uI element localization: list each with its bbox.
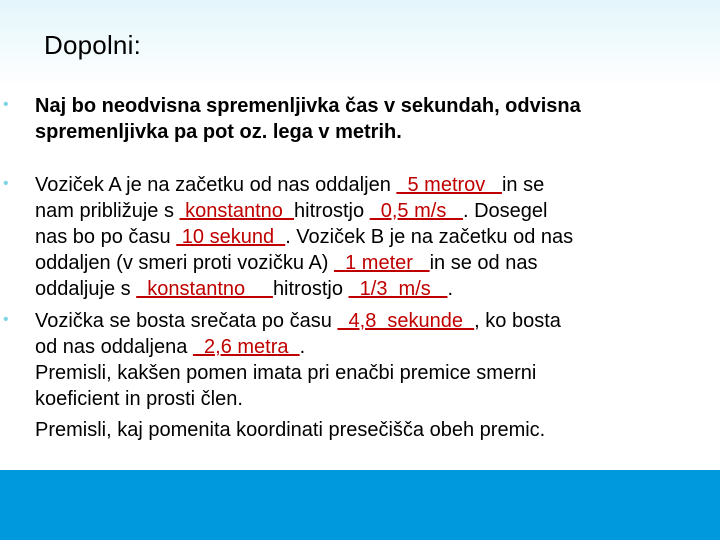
paragraph-vehicles	[0, 172, 700, 302]
text-segment: Voziček A je na začetku od nas oddaljen	[35, 174, 397, 196]
text-segment: oddaljen (v smeri proti vozičku A)	[35, 252, 335, 274]
fill-answer: 5 metrov	[396, 174, 502, 196]
footer-bar	[0, 470, 720, 540]
text-segment: nas bo po času	[35, 226, 177, 248]
fill-answer: 1/3 m/s	[348, 278, 448, 300]
paragraph-text	[35, 308, 700, 443]
fill-answer: 10 sekund	[176, 226, 286, 248]
bullet-icon: •	[3, 311, 9, 328]
text-segment: Vozička se bosta srečata po času	[35, 310, 338, 332]
text-segment: . Voziček B je na začetku od nas	[285, 226, 574, 248]
text-segment: nam približuje s	[35, 200, 180, 222]
text-line	[35, 308, 700, 334]
fill-answer: 0,5 m/s	[369, 200, 463, 222]
fill-answer: 2,6 metra	[192, 336, 300, 358]
text-line: Premisli, kakšen pomen imata pri enačbi premice smerni	[35, 362, 537, 384]
text-segment: .	[447, 278, 454, 300]
fill-answer: konstantno	[179, 200, 295, 222]
fill-answer: 1 meter	[334, 252, 430, 274]
fill-answer: konstantno	[136, 278, 273, 300]
text-segment: hitrostjo	[272, 278, 349, 300]
text-segment: in se od nas	[429, 252, 538, 274]
paragraph-variables	[0, 93, 700, 145]
paragraph-text	[35, 93, 700, 145]
text-line	[35, 276, 700, 302]
paragraph-meeting	[0, 308, 700, 443]
text-segment: in se	[501, 174, 545, 196]
bullet-icon: •	[3, 96, 9, 113]
slide-title: Dopolni:	[44, 30, 141, 60]
text-line: Premisli, kaj pomenita koordinati presečišča obeh premic.	[35, 419, 546, 441]
paragraph-text	[35, 172, 700, 302]
fill-answer: 4,8 sekunde	[337, 310, 475, 332]
text-segment: , ko bosta	[474, 310, 561, 332]
text-line	[35, 172, 700, 198]
text-line: spremenljivka pa pot oz. lega v metrih.	[35, 121, 402, 143]
text-line: Naj bo neodvisna spremenljivka čas v sekundah, odvisna	[35, 95, 581, 117]
text-line	[35, 334, 700, 360]
text-segment: oddaljuje s	[35, 278, 137, 300]
text-line	[35, 250, 700, 276]
text-segment: hitrostjo	[294, 200, 370, 222]
text-segment: od nas oddaljena	[35, 336, 193, 358]
text-line	[35, 198, 700, 224]
text-line: koeficient in prosti člen.	[35, 388, 243, 410]
text-segment: .	[299, 336, 306, 358]
text-segment: . Dosegel	[463, 200, 548, 222]
text-line	[35, 224, 700, 250]
bullet-icon: •	[3, 175, 9, 192]
